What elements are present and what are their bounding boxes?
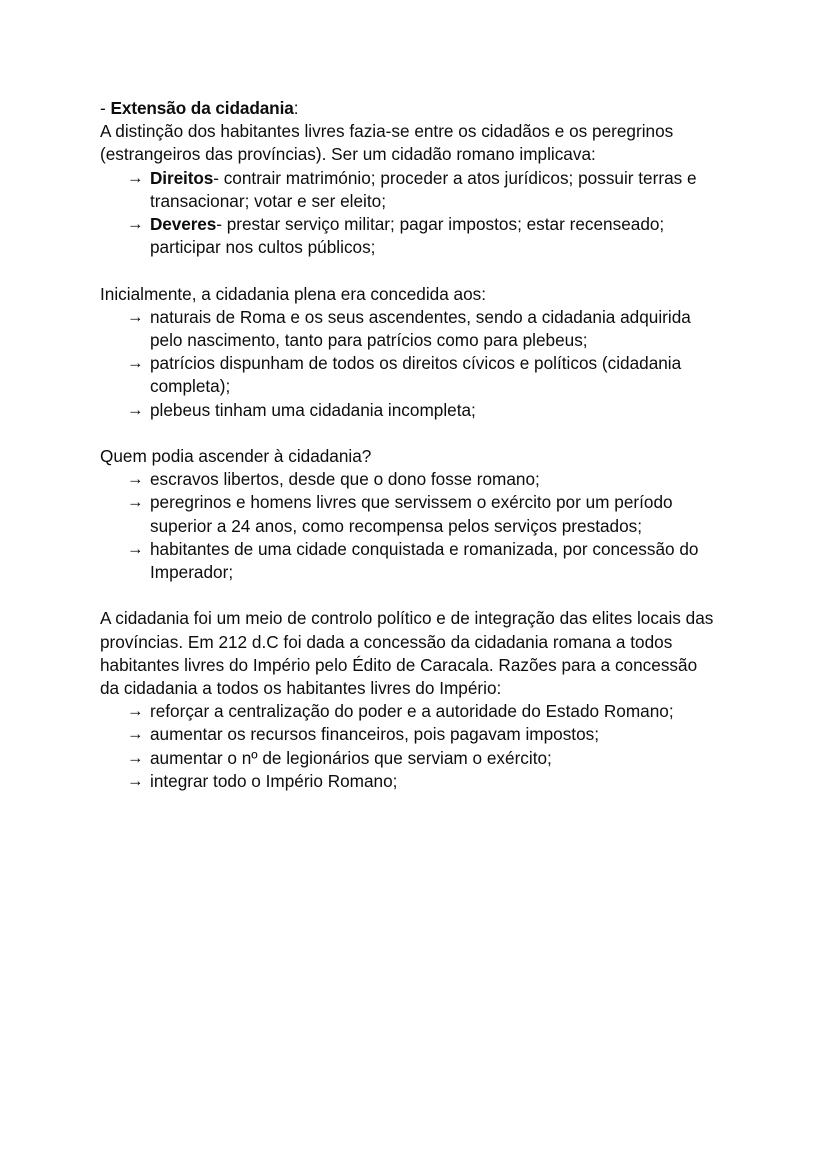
list-item-text: habitantes de uma cidade conquistada e romanizada, por concessão do Imperador; xyxy=(150,538,699,583)
section-spacer xyxy=(100,584,714,607)
list-item-text: plebeus tinham uma cidadania incompleta; xyxy=(150,399,476,420)
list-item xyxy=(100,723,714,746)
heading-prefix: - xyxy=(100,98,111,118)
page-title xyxy=(100,97,714,120)
arrow-icon: → xyxy=(127,771,144,790)
list-item xyxy=(100,167,714,213)
arrow-icon: → xyxy=(127,400,144,419)
list-item xyxy=(100,700,714,723)
list-cidadania-plena xyxy=(100,306,714,422)
list-item xyxy=(100,399,714,422)
arrow-icon: → xyxy=(127,493,144,512)
arrow-icon: → xyxy=(127,470,144,489)
section-spacer xyxy=(100,259,714,282)
arrow-icon: → xyxy=(127,725,144,744)
list-item-text: escravos libertos, desde que o dono fosse romano; xyxy=(150,469,540,490)
paragraph-quem-podia-ascender: Quem podia ascender à cidadania? xyxy=(100,446,372,467)
arrow-icon: → xyxy=(127,168,144,187)
list-item xyxy=(100,538,714,584)
list-item-text: integrar todo o Império Romano; xyxy=(150,770,398,791)
arrow-icon: → xyxy=(127,215,144,234)
paragraph-edito-de-caracala: A cidadania foi um meio de controlo político e de integração das elites locais das províncias. Em 212 d.C foi dada a concessão da cidadania romana a todos habitantes livres do Império pelo Édito de Caracala. Razões para a concessão da cidadania a todos os habitantes livres do Império: xyxy=(100,608,714,699)
list-item xyxy=(100,213,714,259)
document-content xyxy=(100,97,714,793)
list-item xyxy=(100,352,714,398)
list-item-text: aumentar os recursos financeiros, pois pagavam impostos; xyxy=(150,724,599,745)
list-item-text: patrícios dispunham de todos os direitos cívicos e políticos (cidadania completa); xyxy=(150,353,682,397)
list-item xyxy=(100,306,714,352)
list-item-text: - prestar serviço militar; pagar impostos; estar recenseado; participar nos cultos públicos; xyxy=(150,214,665,258)
list-item xyxy=(100,747,714,770)
list-item xyxy=(100,468,714,491)
list-item-text: peregrinos e homens livres que servissem o exército por um período superior a 24 anos, como recompensa pelos serviços prestados; xyxy=(150,492,673,536)
list-item-lead: Deveres xyxy=(150,214,217,235)
heading-bold-text: Extensão da cidadania xyxy=(110,98,294,118)
paragraph-cidadania-plena: Inicialmente, a cidadania plena era concedida aos: xyxy=(100,283,487,304)
list-quem-podia-ascender xyxy=(100,468,714,584)
list-item-text: reforçar a centralização do poder e a autoridade do Estado Romano; xyxy=(150,701,674,722)
list-item xyxy=(100,491,714,537)
list-item-text: - contrair matrimónio; proceder a atos jurídicos; possuir terras e transacionar; votar e ser eleito; xyxy=(150,167,697,211)
list-item-text: aumentar o nº de legionários que serviam o exército; xyxy=(150,747,552,768)
list-direitos-deveres xyxy=(100,167,714,260)
arrow-icon: → xyxy=(127,702,144,721)
arrow-icon: → xyxy=(127,539,144,558)
list-item-lead: Direitos xyxy=(150,167,214,188)
list-item-text: naturais de Roma e os seus ascendentes, sendo a cidadania adquirida pelo nascimento, tanto para patrícios como para plebeus; xyxy=(150,306,691,351)
heading-suffix: : xyxy=(293,98,299,118)
paragraph-definicao: A distinção dos habitantes livres fazia-se entre os cidadãos e os peregrinos (estrangeiros das províncias). Ser um cidadão romano implicava: xyxy=(100,121,674,165)
arrow-icon: → xyxy=(127,307,144,326)
arrow-icon: → xyxy=(127,748,144,767)
arrow-icon: → xyxy=(127,354,144,373)
list-razoes-concessao xyxy=(100,700,714,793)
section-spacer xyxy=(100,422,714,445)
list-item xyxy=(100,770,714,793)
